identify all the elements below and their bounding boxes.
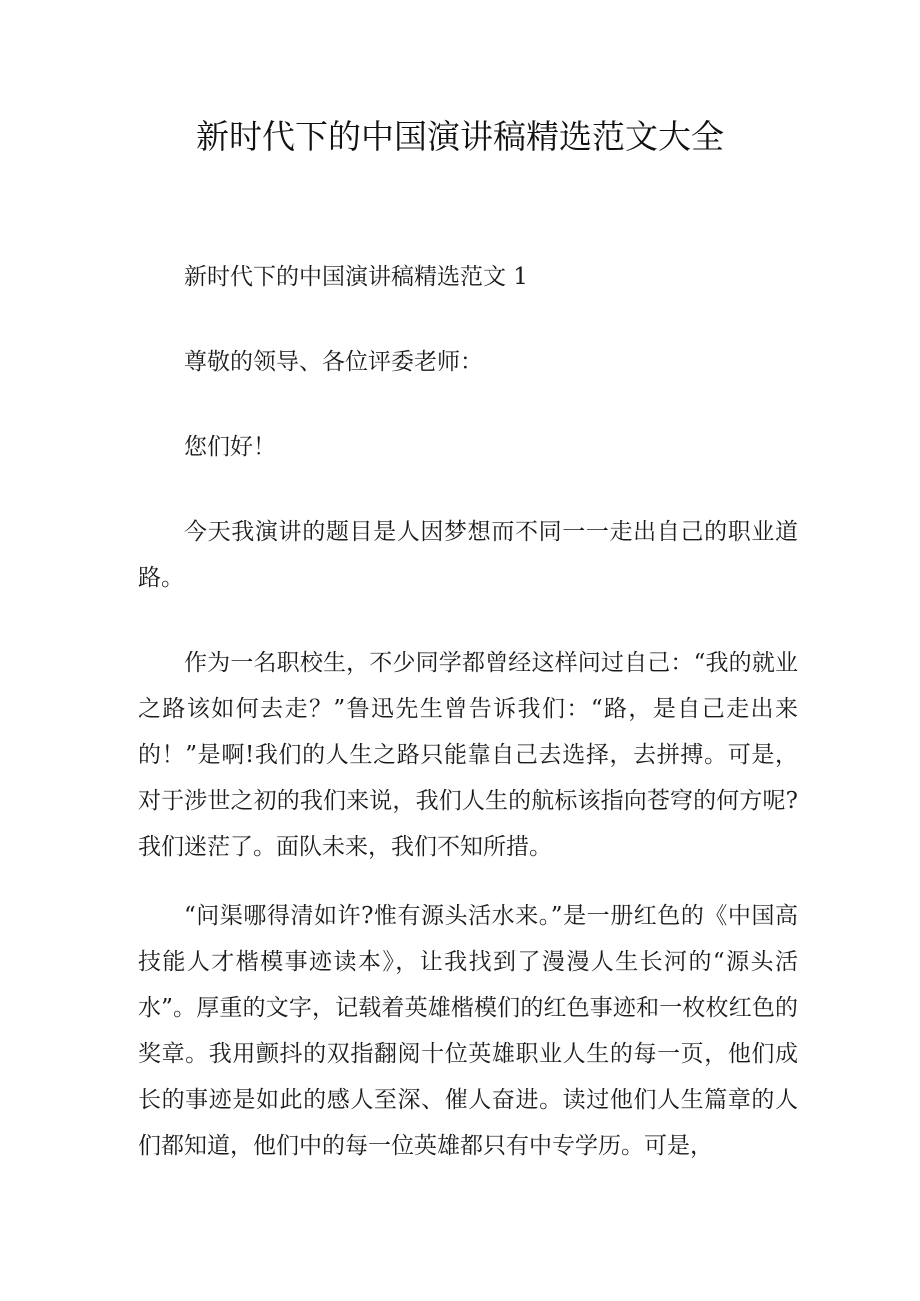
greeting: 您们好！ bbox=[184, 434, 276, 460]
paragraph-topic: 今天我演讲的题目是人因梦想而不同一一走出自己的职业道路。 bbox=[138, 519, 798, 591]
paragraph-career-path: 作为一名职校生，不少同学都曾经这样问过自己：“我的就业之路该如何去走？”鲁迅先生曾告诉我们：“路，是自己走出来的！”是啊!我们的人生之路只能靠自己去选择，去拼搏。可是，对于涉世之初的我们来说，我们人生的航标该指向苍穹的何方呢?我们迷茫了。面队未来，我们不知所措。 bbox=[138, 650, 798, 860]
section-heading: 新时代下的中国演讲稿精选范文 1 bbox=[184, 264, 528, 290]
salutation: 尊敬的领导、各位评委老师： bbox=[184, 349, 483, 375]
document-title: 新时代下的中国演讲稿精选范文大全 bbox=[196, 117, 724, 156]
paragraph-role-models: “问渠哪得清如许?惟有源头活水来。”是一册红色的《中国高技能人才楷模事迹读本》，让我找到了漫漫人生长河的“源头活水”。厚重的文字，记载着英雄楷模们的红色事迹和一枚枚红色的奖章。我用颤抖的双指翻阅十位英雄职业人生的每一页，他们成长的事迹是如此的感人至深、催人奋进。读过他们人生篇章的人们都知道，他们中的每一位英雄都只有中专学历。可是， bbox=[138, 903, 798, 1159]
